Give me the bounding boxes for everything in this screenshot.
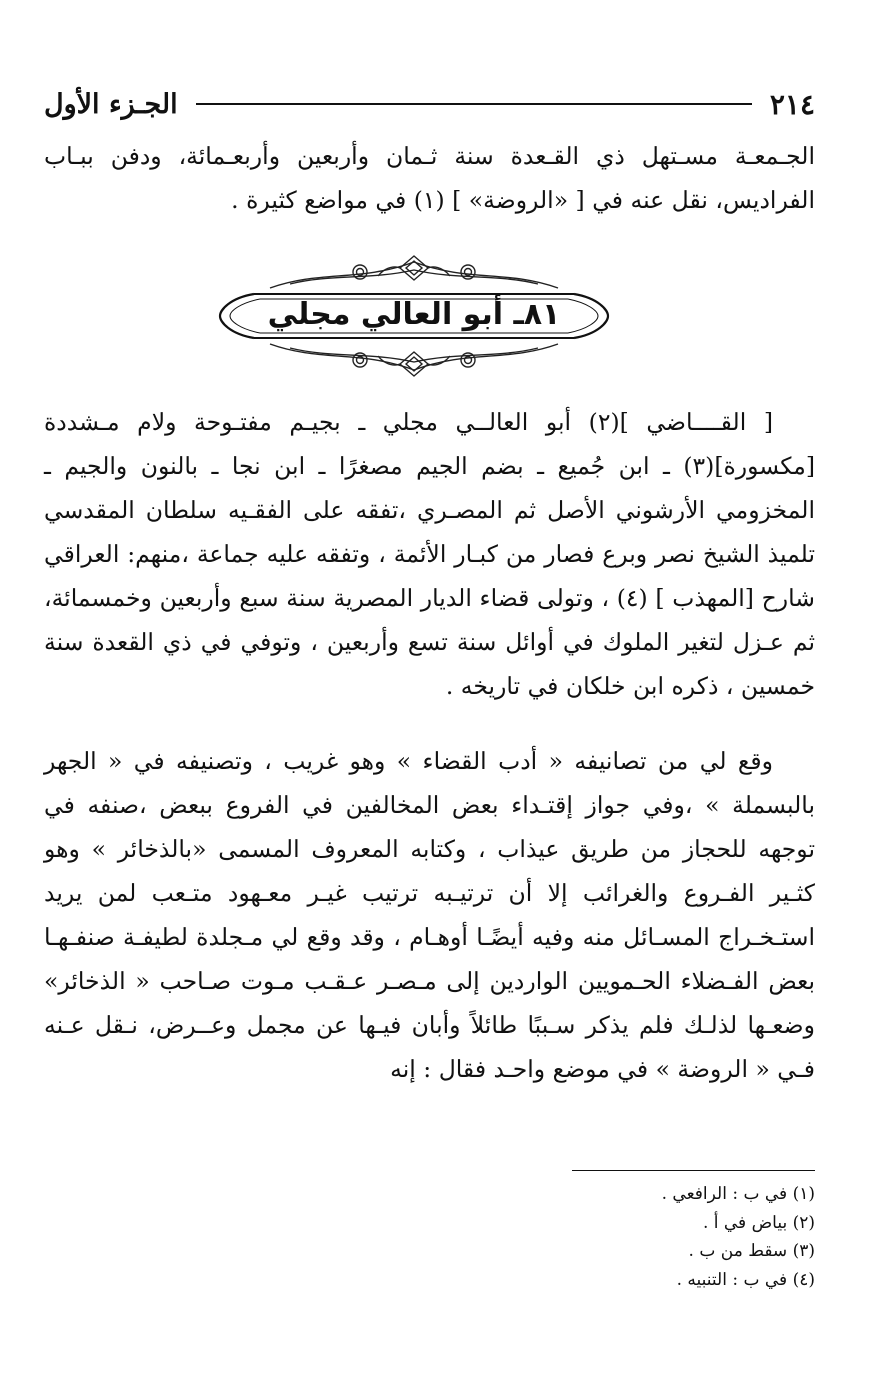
paragraph-main-text: [ القــــاضي ](٢) أبو العالــي مجلي ـ بجيـم مفتـوحة ولام مـشددة [مكسورة](٣) ـ ابن جُميع ـ بضم الجيم مصغرًا ـ ابن نجا ـ بالنون والجيم ـ المخزومي الأرشوني الأصل ثم المصـري ،تفقه على الفقـيه سلطان المقدسي تلميذ الشيخ نصر وبرع فصار من كبـار الأئمة ، وتفقه عليه جماعة ،منهم: العراقي شارح [المهذب ] (٤) ، وتولى قضاء الديار المصرية سنة سبع وأربعين وخمسمائة، ثم عـزل لتغير الملوك في أوائل سنة تسع وأربعين ، وتوفي في ذي القعدة سنة خمسين ، ذكره ابن خلكان في تاريخه . <box>44 408 815 700</box>
running-header <box>44 82 815 126</box>
footnotes <box>415 1180 815 1294</box>
paragraph-main <box>44 400 815 708</box>
footnote-4: (٤) في ب : التنبيه . <box>676 1269 815 1290</box>
paragraph-second-text: وقع لي من تصانيفه « أدب القضاء » وهو غريب ، وتصنيفه في « الجهر بالبسملة » ،وفي جواز إقتـداء بعض المخالفين في الفروع ببعض ،صنفه في توجهه للحجاز من طريق عيذاب ، وكتابه المعروف المسمى «بالذخائر » وهو كثـير الفـروع والغرائب إلا أن ترتيـبه ترتيب غيـر معـهود متـعب لمن يريد استـخـراج المسـائل منه وفيه أيضًـا أوهـام ، وقد وقع لي مـجلدة لطيفـة صنفـهـا بعض الفـضلاء الحـمويين الواردين إلى مـصـر عـقـب مـوت صـاحب « الذخائر» وضعـها لذلـك فلم يذكر سـببًا طائلاً وأبان فيـها عن مجمل وعــرض، نـقل عـنه فـي « الروضة » في موضع واحـد فقال : إنه <box>44 747 815 1083</box>
footnote-1: (١) في ب : الرافعي . <box>661 1184 815 1204</box>
paragraph-top <box>44 134 815 222</box>
entry-title: ٨١ـ أبو العالي مجلي <box>267 297 561 332</box>
entry-title-frame <box>210 248 618 382</box>
footnote-2: (٢) بياض في أ . <box>702 1212 815 1233</box>
footnote-3: (٣) سقط من ب . <box>688 1241 815 1261</box>
paragraph-top-text: الجـمعـة مسـتهل ذي القـعدة سنة ثـمان وأربعين وأربعـمائة، ودفن ببـاب الفراديس، نقل عنه في [ «الروضة» ] (١) في مواضع كثيرة . <box>44 142 815 214</box>
page-number: ٢١٤ <box>769 87 815 121</box>
footnote-rule <box>572 1170 815 1171</box>
volume-title: الجـزء الأول <box>44 88 178 120</box>
paragraph-second <box>44 739 815 1091</box>
header-rule <box>196 103 752 105</box>
